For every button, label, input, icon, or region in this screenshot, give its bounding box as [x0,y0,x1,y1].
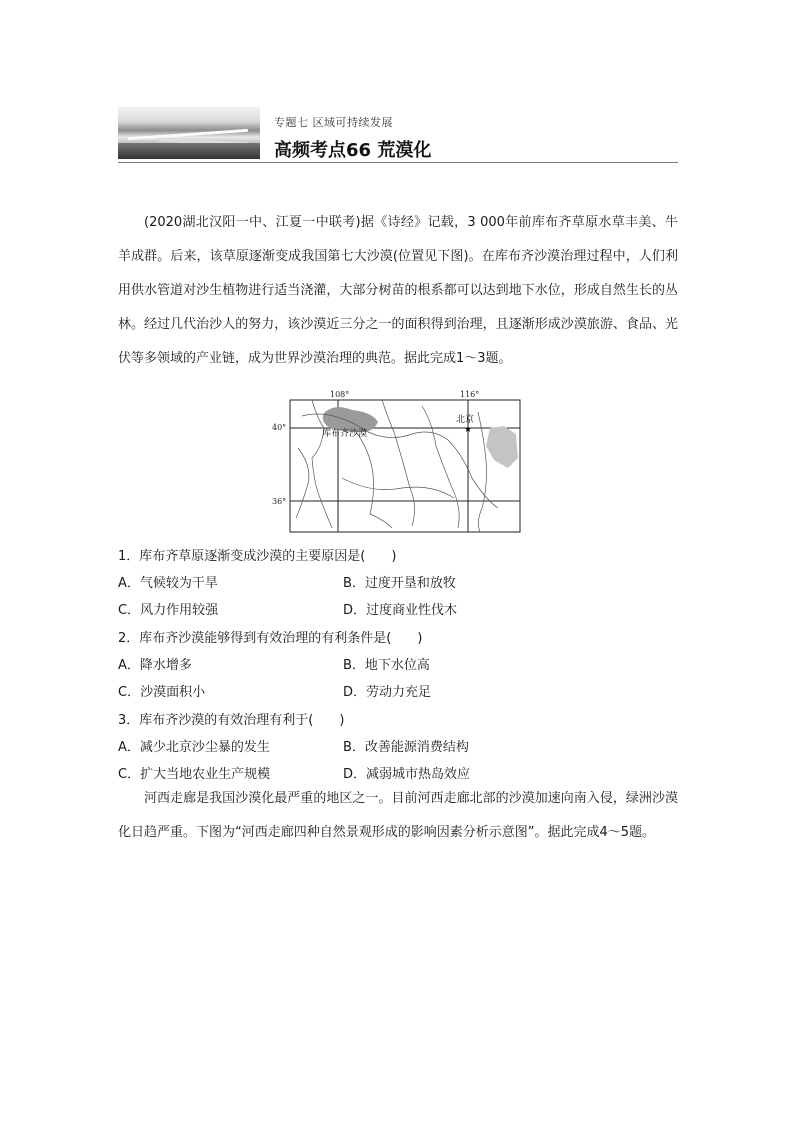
q3-option-c: C．扩大当地农业生产规模 [118,767,271,782]
q2-option-a: A．降水增多 [118,658,192,673]
kubuqi-location-map [272,388,524,534]
lat-label-36: 36° [272,497,287,506]
passage-1: (2020湖北汉阳一中、江夏一中联考)据《诗经》记载，3 000年前库布齐草原水草丰美、牛羊成群。后来，该草原逐渐变成我国第七大沙漠(位置见下图)。在库布齐沙漠治理过程中，人们利用供水管道对沙生植物进行适当浇灌，大部分树苗的根系都可以达到地下水位，形成自然生长的丛林。经过几代治沙人的努力，该沙漠近三分之一的面积得到治理，且逐渐形成沙漠旅游、食品、光伏等多领域的产业链，成为世界沙漠治理的典范。据此完成1～3题。 [118,215,678,366]
q1-option-b: B．过度开垦和放牧 [343,576,456,591]
lon-label-116: 116° [460,390,480,399]
q3-option-d: D．减弱城市热岛效应 [343,767,471,782]
q1-option-a: A．气候较为干旱 [118,576,218,591]
q1-option-c: C．风力作用较强 [118,603,219,618]
q2-option-b: B．地下水位高 [343,658,430,673]
question-3-stem: 3．库布齐沙漠的有效治理有利于( ) [118,713,345,728]
question-2-stem: 2．库布齐沙漠能够得到有效治理的有利条件是( ) [118,631,423,646]
header-divider [118,162,678,163]
q3-option-b: B．改善能源消费结构 [343,740,469,755]
desert-label: 库布齐沙漠 [322,429,368,439]
passage-2: 河西走廊是我国沙漠化最严重的地区之一。目前河西走廊北部的沙漠加速向南入侵，绿洲沙漠化日趋严重。下图为“河西走廊四种自然景观形成的影响因素分析示意图”。据此完成4～5题。 [118,791,678,840]
q3-option-a: A．减少北京沙尘暴的发生 [118,740,270,755]
q2-option-c: C．沙漠面积小 [118,685,206,700]
lat-label-40: 40° [272,423,287,432]
page-title: 高频考点66 荒漠化 [274,140,432,161]
q1-option-d: D．过度商业性伐木 [343,603,458,618]
header-landscape-photo [118,107,260,159]
question-1-stem: 1．库布齐草原逐渐变成沙漠的主要原因是( ) [118,549,397,564]
city-label-beijing: 北京 [456,415,475,425]
q2-option-d: D．劳动力充足 [343,685,432,700]
section-series: 专题七 区域可持续发展 [274,116,393,129]
capital-star-icon: ★ [464,425,473,435]
lon-label-108: 108° [330,390,350,399]
